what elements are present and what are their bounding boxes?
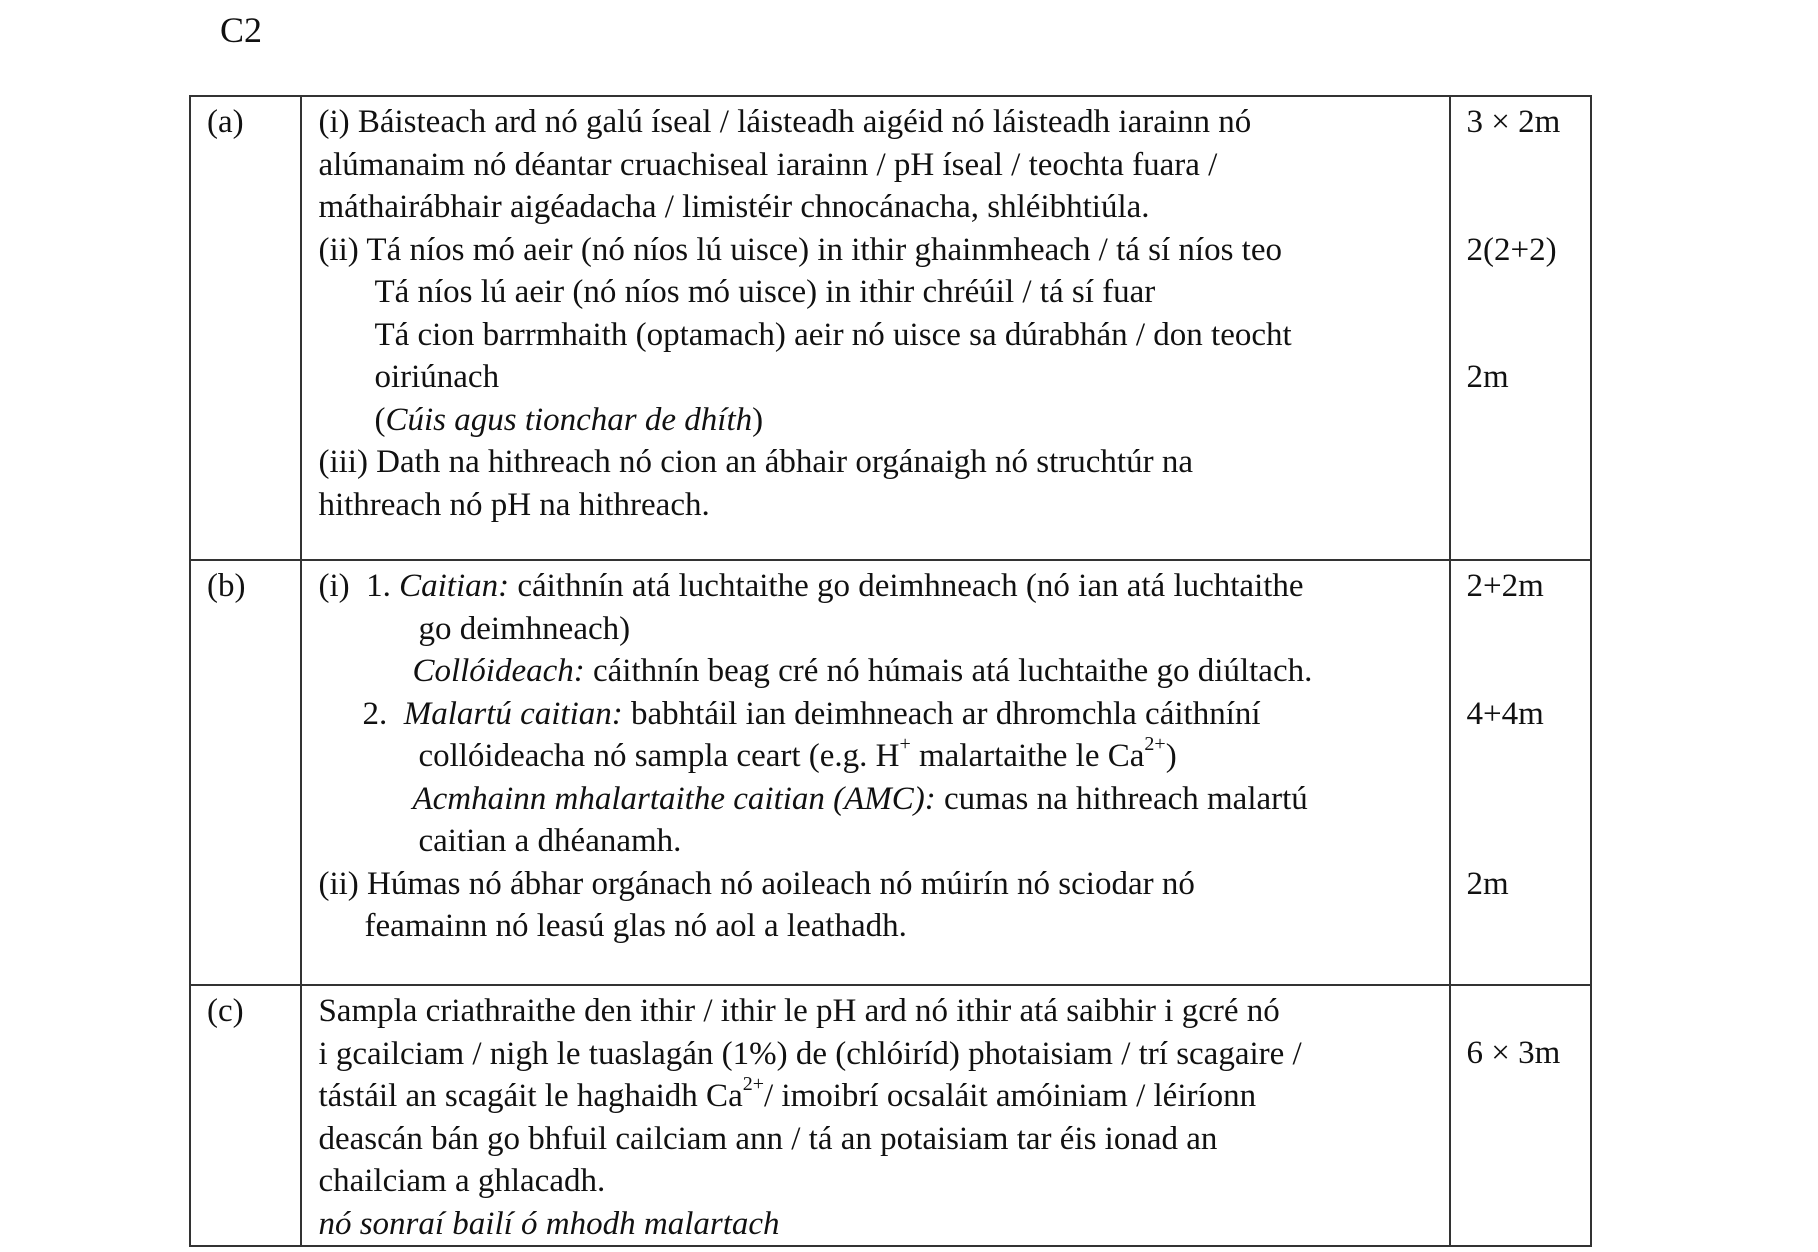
part-label: (b) bbox=[190, 560, 301, 985]
note-paren-close: ) bbox=[752, 401, 764, 438]
answer-line: deascán bán go bhfuil cailciam ann / tá an potaisiam tar éis ionad an bbox=[318, 1120, 1218, 1157]
part-label: (a) bbox=[190, 96, 301, 560]
marks-value: 6 × 3m bbox=[1466, 1035, 1561, 1071]
note-text: Cúis agus tionchar de dhíth bbox=[385, 401, 753, 438]
answer-line: caitian a dhéanamh. bbox=[418, 823, 682, 859]
marks-value: 2m bbox=[1466, 866, 1509, 902]
answer-text bbox=[301, 985, 1449, 1246]
answer-line: (ii) Húmas nó ábhar orgánach nó aoileach nó múirín nó sciodar nó bbox=[318, 865, 1195, 902]
answer-line bbox=[318, 1075, 1432, 1118]
definition: cumas na hithreach malartú bbox=[935, 780, 1308, 817]
marks-cell bbox=[1450, 96, 1591, 560]
text-segment: collóideacha nó sampla ceart (e.g. H bbox=[418, 738, 900, 774]
part-label: (c) bbox=[190, 985, 301, 1246]
answer-line: (iii) Dath na hithreach nó cion an ábhair orgánaigh nó struchtúr na bbox=[318, 444, 1193, 480]
answer-line: Sampla criathraithe den ithir / ithir le pH ard nó ithir atá saibhir i gcré nó bbox=[318, 993, 1280, 1029]
term: Caitian: bbox=[399, 568, 510, 604]
answer-line bbox=[318, 778, 1432, 821]
superscript: 2+ bbox=[1144, 733, 1166, 755]
text-segment: / imoibrí ocsaláit amóiniam / léiríonn bbox=[764, 1078, 1257, 1114]
answer-line: (i) Báisteach ard nó galú íseal / láisteadh aigéid nó láisteadh iarainn nó bbox=[318, 104, 1252, 140]
superscript: + bbox=[899, 733, 911, 755]
table-row bbox=[190, 96, 1591, 560]
answer-line bbox=[318, 650, 1432, 693]
answer-line: oiriúnach bbox=[374, 359, 500, 395]
definition: cáithnín beag cré nó húmais atá luchtaithe go diúltach. bbox=[584, 653, 1313, 689]
answer-line: i gcailciam / nigh le tuaslagán (1%) de (chlóiríd) photaisiam / trí scagaire / bbox=[318, 1035, 1302, 1072]
answer-text bbox=[301, 560, 1449, 985]
text-segment: malartaithe le Ca bbox=[910, 738, 1145, 774]
item-number: 2. bbox=[362, 695, 404, 732]
table-row bbox=[190, 560, 1591, 985]
definition: babhtáil ian deimhneach ar dhromchla cáithníní bbox=[622, 695, 1261, 732]
alternative-note bbox=[318, 1203, 1432, 1246]
answer-line: Tá cion barrmhaith (optamach) aeir nó uisce sa dúrabhán / don teocht bbox=[374, 316, 1292, 353]
marks-cell bbox=[1450, 560, 1591, 985]
answer-line: go deimhneach) bbox=[418, 610, 631, 647]
answer-line: chailciam a ghlacadh. bbox=[318, 1163, 606, 1199]
answer-line bbox=[318, 565, 1432, 608]
definition: cáithnín atá luchtaithe go deimhneach (nó ian atá luchtaithe bbox=[509, 568, 1304, 604]
answer-line: (ii) Tá níos mó aeir (nó níos lú uisce) in ithir ghainmheach / tá sí níos teo bbox=[318, 231, 1282, 268]
marks-value: 2(2+2) bbox=[1466, 231, 1557, 268]
marking-scheme-table bbox=[189, 95, 1592, 1247]
superscript: 2+ bbox=[742, 1073, 764, 1095]
term: Malartú caitian: bbox=[403, 695, 623, 732]
answer-line: hithreach nó pH na hithreach. bbox=[318, 486, 710, 523]
answer-line bbox=[318, 735, 1432, 778]
marks-value: 2+2m bbox=[1466, 568, 1544, 604]
text-segment: tástáil an scagáit le haghaidh Ca bbox=[318, 1078, 743, 1114]
answer-line: feamainn nó leasú glas nó aol a leathadh. bbox=[364, 908, 907, 944]
term: Acmhainn mhalartaithe caitian (AMC): bbox=[412, 780, 936, 817]
text-segment: ) bbox=[1165, 738, 1177, 774]
item-number: (i) 1. bbox=[318, 568, 400, 604]
table-row bbox=[190, 985, 1591, 1246]
answer-line: Tá níos lú aeir (nó níos mó uisce) in ithir chréúil / tá sí fuar bbox=[374, 274, 1156, 310]
marks-cell bbox=[1450, 985, 1591, 1246]
marks-value: 2m bbox=[1466, 359, 1509, 395]
term: Collóideach: bbox=[412, 653, 585, 689]
question-label: C2 bbox=[220, 10, 263, 50]
note-paren-open: ( bbox=[374, 401, 386, 438]
answer-line: alúmanaim nó déantar cruachiseal iarainn / pH íseal / teochta fuara / bbox=[318, 146, 1218, 183]
marks-value: 4+4m bbox=[1466, 695, 1544, 732]
answer-text bbox=[301, 96, 1449, 560]
answer-note bbox=[318, 399, 1432, 442]
marks-value: 3 × 2m bbox=[1466, 104, 1561, 140]
answer-line: máthairábhair aigéadacha / limistéir chnocánacha, shléibhtiúla. bbox=[318, 189, 1150, 225]
note-text: nó sonraí bailí ó mhodh malartach bbox=[318, 1205, 780, 1242]
answer-line bbox=[318, 693, 1432, 736]
